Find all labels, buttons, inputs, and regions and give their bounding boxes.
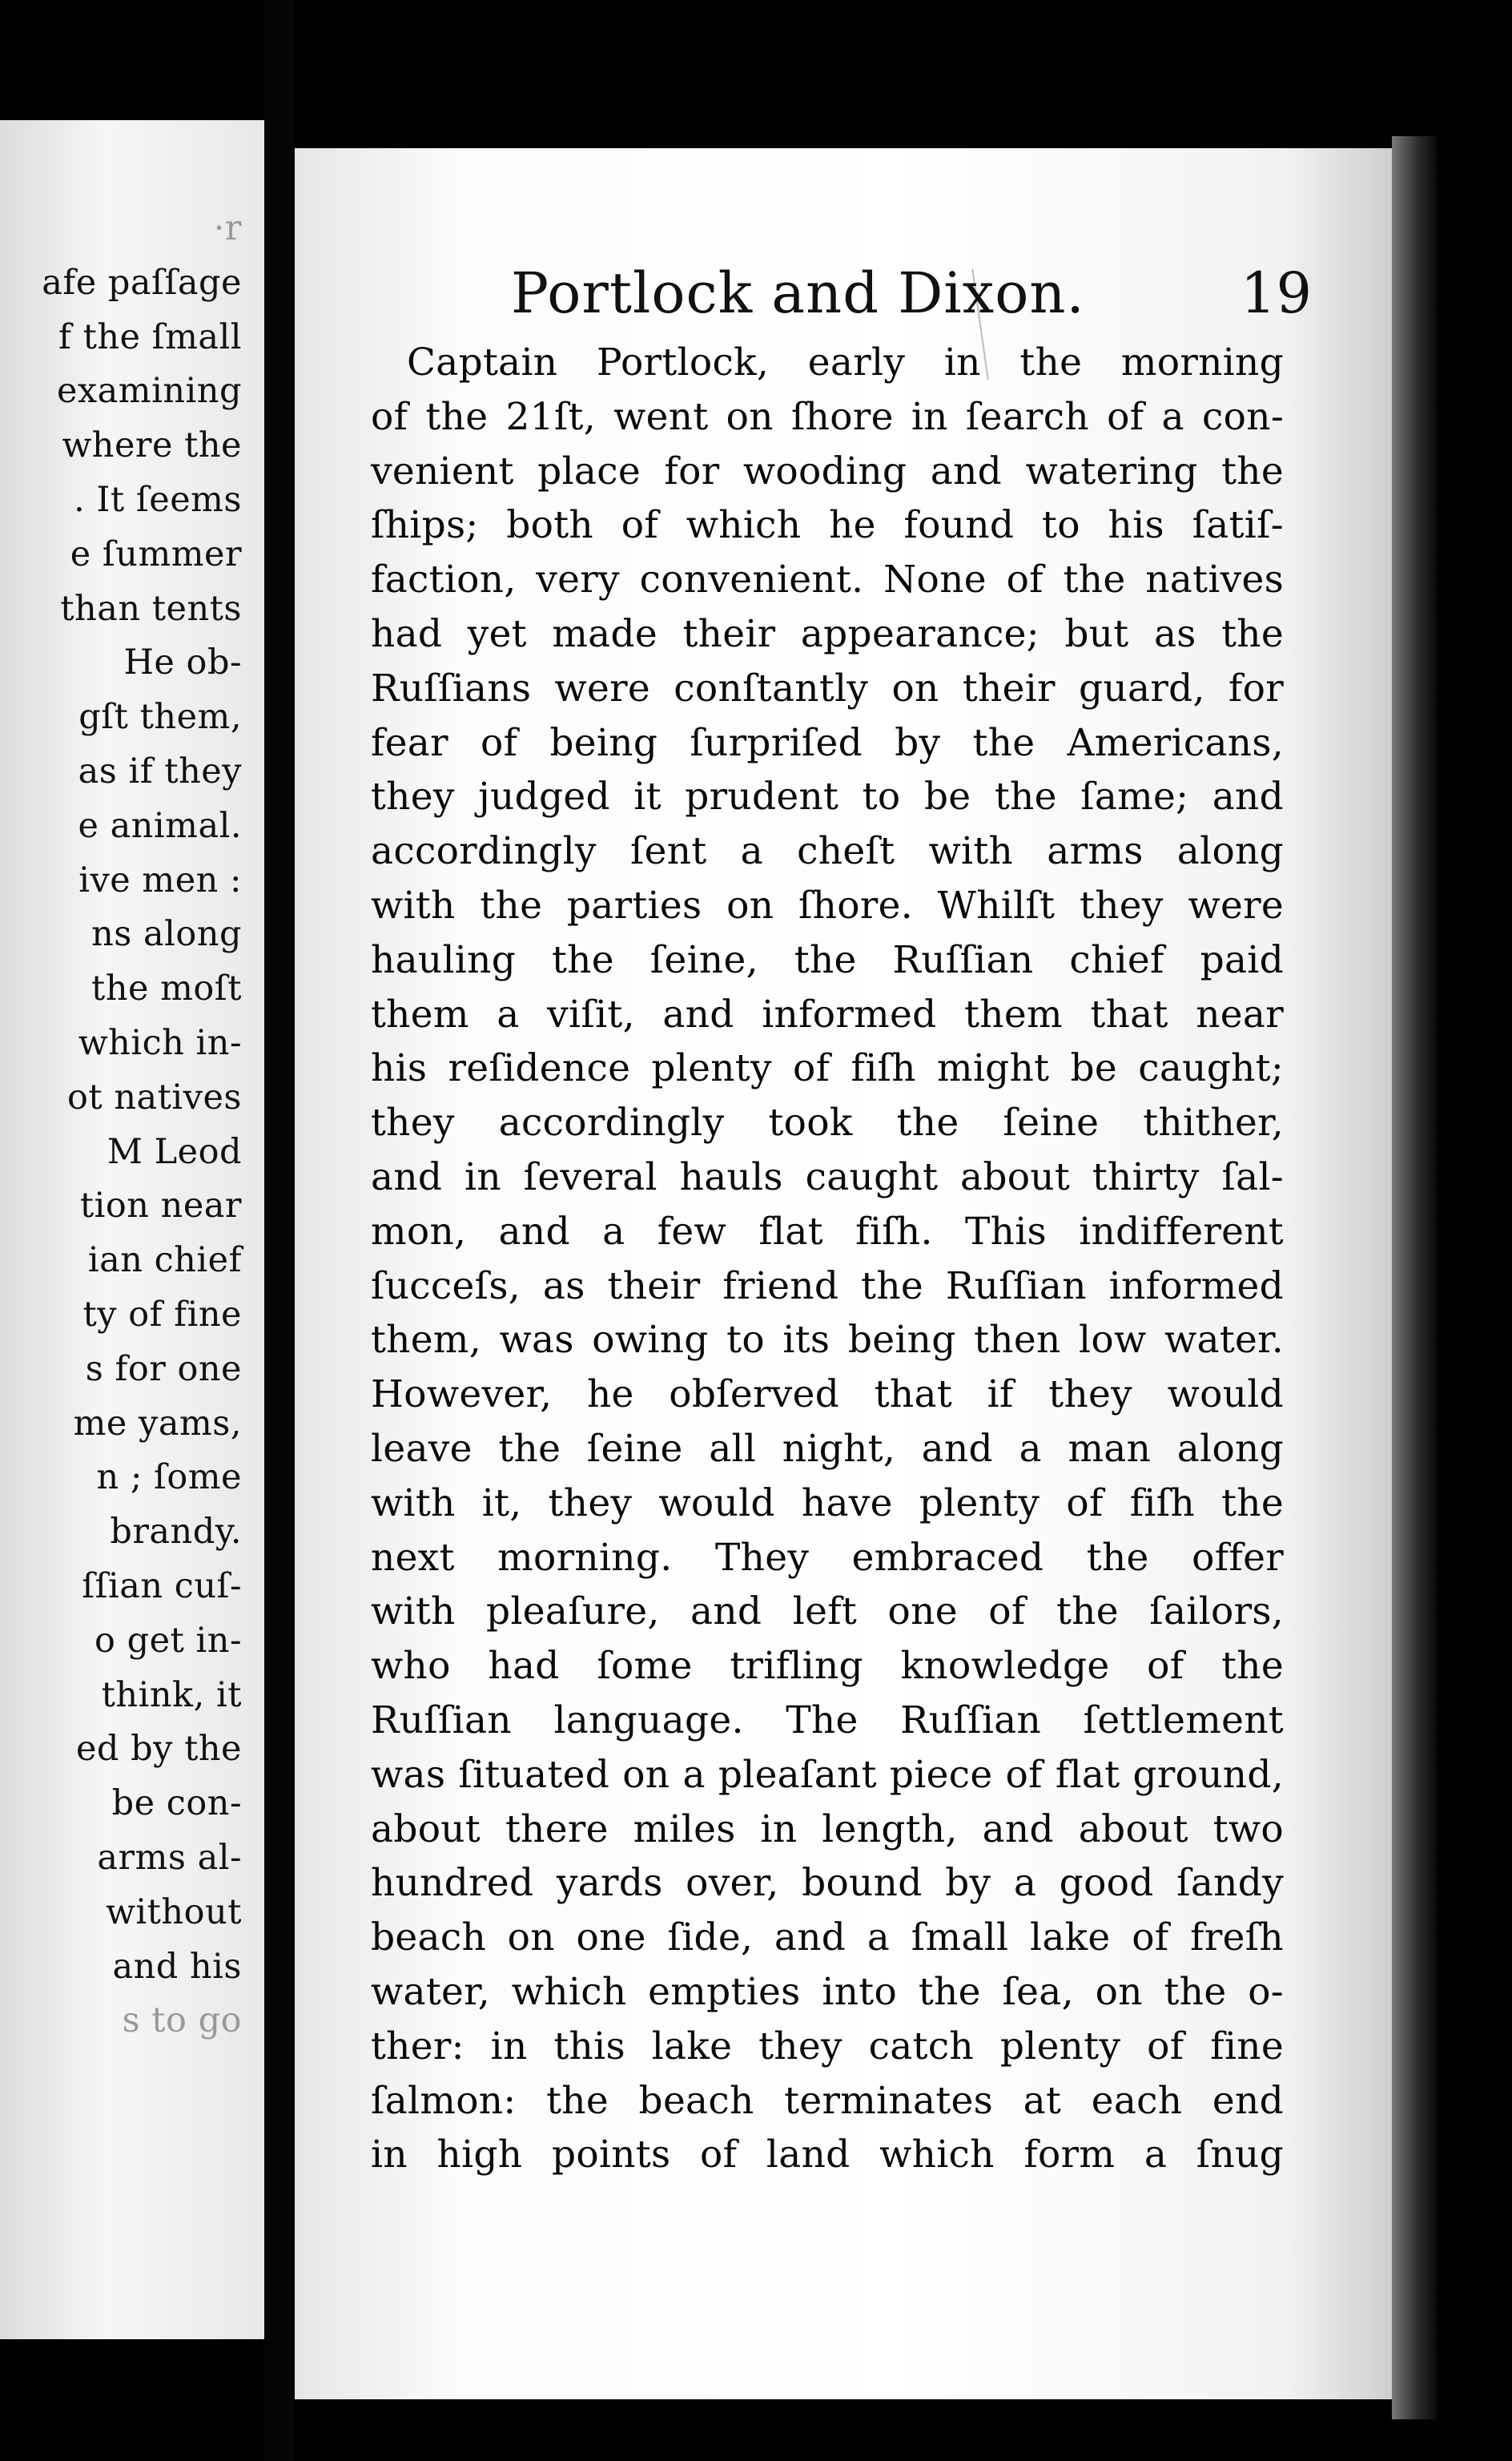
left-page-line: He ob- [123, 642, 242, 683]
body-text-line: water, which empties into the ſea, on the o- [371, 1970, 1284, 2014]
left-page-line: tion near [79, 1186, 242, 1226]
left-page-line: gſt them, [78, 697, 242, 738]
body-text-line: ſucceſs, as their friend the Ruſſian informed [371, 1263, 1284, 1308]
left-page-line: ·r [213, 208, 242, 248]
body-text-line: hundred yards over, bound by a good ſandy [371, 1861, 1284, 1906]
left-page-line: n ; ſome [96, 1457, 242, 1498]
left-page-line: as if they [78, 751, 242, 791]
page-edge-shadow [1392, 136, 1437, 2419]
body-text-line: with it, they would have plenty of fiſh the [371, 1480, 1284, 1525]
body-text-line: ſalmon: the beach terminates at each end [371, 2078, 1284, 2123]
left-page-line: f the ſmall [58, 316, 242, 357]
left-page-line: s for one [85, 1348, 242, 1389]
left-page-line: brandy. [110, 1512, 242, 1553]
left-page-line: the moſt [91, 969, 242, 1009]
left-page-line: ot natives [66, 1077, 242, 1118]
left-page-line: without [106, 1891, 242, 1932]
left-page-line: than tents [60, 588, 242, 629]
body-text-line: ſhips; both of which he found to his ſatiſ- [371, 503, 1284, 548]
body-text-line: leave the ſeine all night, and a man along [371, 1427, 1284, 1471]
body-text-line: However, he obſerved that if they would [371, 1372, 1284, 1417]
body-text-line: was ſituated on a pleaſant piece of flat ground, [371, 1752, 1284, 1797]
body-text-line: about there miles in length, and about two [371, 1806, 1284, 1851]
left-page-line: be con- [111, 1783, 242, 1824]
left-page-line: me yams, [73, 1403, 242, 1444]
body-text-line: them a viſit, and informed them that near [371, 992, 1284, 1037]
body-text-line: ther: in this lake they catch plenty of fine [371, 2024, 1284, 2068]
body-text-line: them, was owing to its being then low water. [371, 1318, 1284, 1363]
left-page-line: ty of fine [82, 1295, 242, 1335]
body-text-line: had yet made their appearance; but as the [371, 612, 1284, 656]
left-page-line: o get in- [94, 1620, 242, 1661]
left-page-line: ſſian cuſ- [82, 1566, 242, 1606]
body-text-line: with the parties on ſhore. Whilſt they were [371, 884, 1284, 928]
running-head [511, 260, 1312, 326]
body-text-line: of the 21ſt, went on ſhore in ſearch of a con- [371, 394, 1284, 439]
body-text-line: faction, very convenient. None of the natives [371, 558, 1284, 602]
left-page-line: which in- [78, 1023, 242, 1063]
body-text-line: with pleaſure, and left one of the ſailors, [371, 1589, 1284, 1634]
body-text-line: next morning. They embraced the offer [371, 1535, 1284, 1580]
left-page-line: ns along [91, 914, 242, 955]
body-text-line: they judged it prudent to be the ſame; and [371, 775, 1284, 820]
left-page-line: s to go [122, 2000, 242, 2041]
body-text-line: accordingly ſent a cheſt with arms along [371, 829, 1284, 874]
left-page-line: . It ſeems [74, 480, 242, 520]
running-title: Portlock and Dixon. [511, 260, 1085, 326]
left-page-line: and his [112, 1946, 242, 1987]
left-page-line: M Leod [107, 1131, 242, 1172]
left-page-line: ive men : [78, 860, 242, 900]
left-page-line: ian chief [87, 1240, 242, 1281]
body-text-line: Captain Portlock, early in the morning [407, 340, 1284, 385]
book-gutter [264, 0, 295, 2461]
body-text-line: and in ſeveral hauls caught about thirty ſal- [371, 1155, 1284, 1199]
body-text-line: venient place for wooding and watering the [371, 449, 1284, 493]
left-page-line: where the [62, 425, 242, 466]
body-text-line: mon, and a few flat fiſh. This indifferent [371, 1209, 1284, 1254]
body-text-line: beach on one ſide, and a ſmall lake of freſh [371, 1915, 1284, 1960]
body-text-line: fear of being ſurpriſed by the Americans, [371, 720, 1284, 765]
left-page-line: e ſummer [70, 534, 242, 574]
left-page-line: arms al- [97, 1838, 242, 1878]
page-number: 19 [1240, 260, 1312, 326]
body-text-line: Ruſſians were conſtantly on their guard, for [371, 666, 1284, 711]
previous-page-fragment [0, 120, 264, 2339]
left-page-line: afe paſſage [42, 262, 242, 303]
left-page-line: e animal. [78, 805, 242, 846]
left-page-line: examining [56, 371, 242, 412]
body-text-line: in high points of land which form a ſnug [371, 2133, 1284, 2177]
left-page-line: ed by the [75, 1729, 242, 1770]
left-page-line: think, it [101, 1674, 242, 1715]
body-text-line: they accordingly took the ſeine thither, [371, 1101, 1284, 1146]
body-text-line: hauling the ſeine, the Ruſſian chief paid [371, 937, 1284, 982]
current-page [295, 148, 1392, 2399]
body-text-line: who had ſome trifling knowledge of the [371, 1644, 1284, 1689]
body-text-line: his reſidence plenty of fiſh might be caught; [371, 1046, 1284, 1091]
body-text-line: Ruſſian language. The Ruſſian ſettlement [371, 1698, 1284, 1742]
